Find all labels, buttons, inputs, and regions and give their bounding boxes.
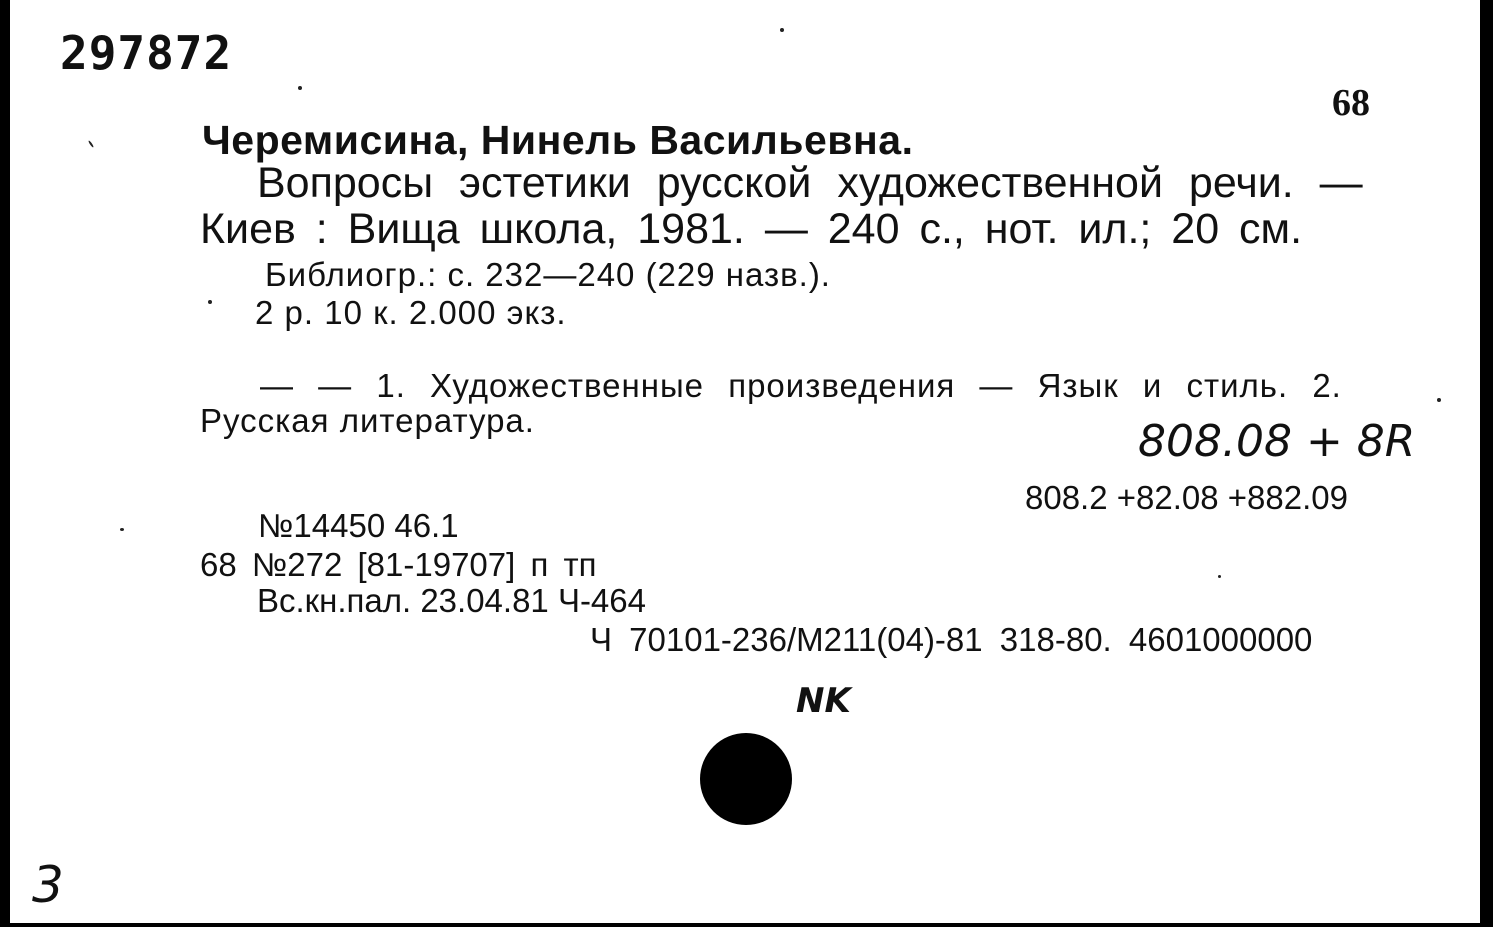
catalog-card [8,0,1480,923]
ink-speck [780,28,784,32]
ink-speck [208,300,212,304]
handwritten-classification: 808.08 + 8R [1138,416,1416,467]
handwritten-corner-number: 3 [32,856,64,914]
accession-number: 297872 [60,26,233,80]
subject-headings-line-1: — — 1. Художественные произведения — Язык и стиль. 2. [260,367,1342,404]
ink-speck [1218,575,1221,578]
ink-speck [1437,398,1441,402]
ink-speck [120,528,124,531]
author-heading: Черемисина, Нинель Васильевна. [202,117,914,163]
record-number: №14450 46.1 [258,507,459,544]
book-chamber-stamp: Вс.кн.пал. 23.04.81 Ч-464 [257,582,646,619]
page-number: 68 [1332,82,1370,124]
record-line: 68 №272 [81-19707] п тп [200,546,597,583]
ink-speck [88,140,94,148]
bibliography-note: Библиогр.: с. 232—240 (229 назв.). [265,256,831,293]
isbn-line: Ч 70101-236/М211(04)-81 318-80. 4601000000 [590,621,1313,658]
price-and-print-run: 2 р. 10 к. 2.000 экз. [255,294,567,331]
subject-headings-line-2: Русская литература. [200,402,535,439]
title-line-1: Вопросы эстетики русской художественной речи. — [257,159,1363,207]
title-line-2: Киев : Вища школа, 1981. — 240 с., нот. ил.; 20 см. [200,205,1303,253]
handwritten-initials: NK [796,681,851,721]
punch-hole [700,733,792,825]
ink-speck [298,86,302,90]
udk-classification: 808.2 +82.08 +882.09 [1025,479,1348,516]
